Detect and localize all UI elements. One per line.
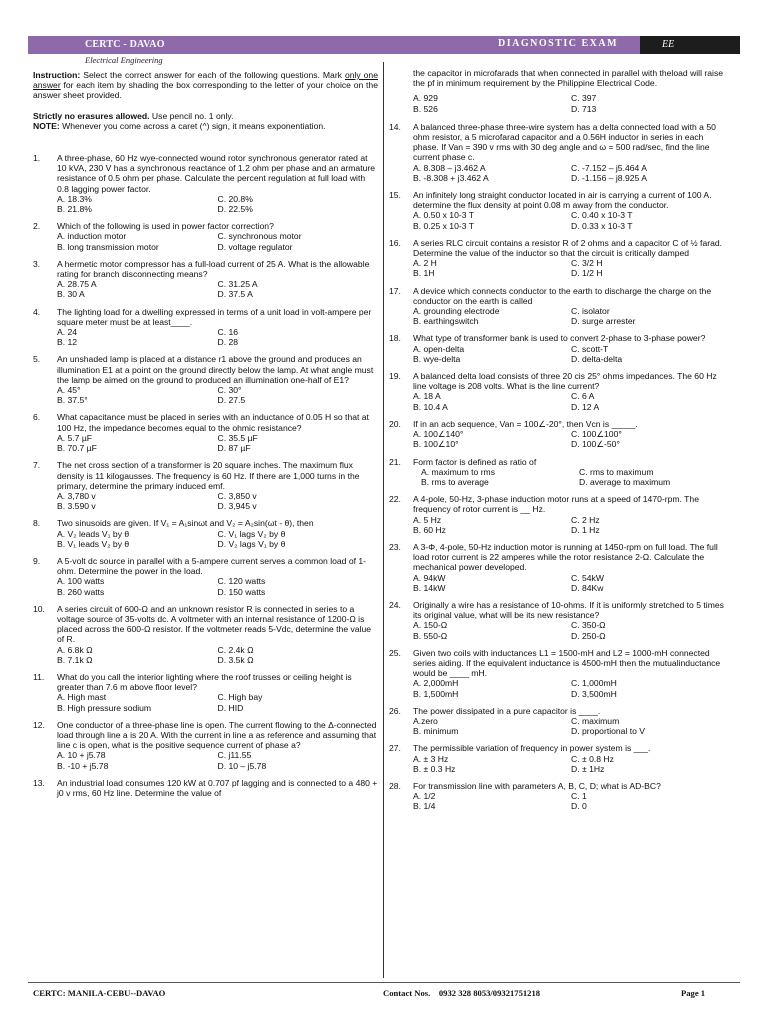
option: A. V₂ leads V₁ by θ [57,528,130,539]
option: D. voltage regulator [217,241,293,252]
option: B. 260 watts [57,586,105,597]
option: B. wye-delta [413,353,461,364]
option: B. earthingswitch [413,316,479,327]
option: C. 350-Ω [571,620,606,631]
option: A. 100∠140° [413,429,464,440]
option: A. 5.7 µF [57,432,93,443]
option: D. 12 A [571,401,600,412]
question-number: 15. [389,190,401,201]
erasure-text: Use pencil no. 1 only. [149,110,234,121]
question-number: 2. [33,221,41,232]
question-item [389,238,729,279]
option: C. 3,850 v [217,490,257,501]
question-item [33,259,378,300]
option: D. V₂ lags V₁ by θ [217,538,286,549]
question-stem: The permissible variation of frequency in power system is ___. [413,743,651,754]
option: A. maximum to rms [421,466,496,477]
option: D. 100∠-50° [571,439,620,450]
question-number: 1. [33,153,41,164]
option: D. 713 [571,103,597,114]
question-stem: An industrial load consumes 120 kW at 0.707 pf lagging and is connected to a 480 + j0 v rms, 60 Hz line. Determine the value of [57,777,378,798]
question-item [33,153,378,214]
option: A. 3,780 v [57,490,96,501]
option: B. High pressure sodium [57,702,152,713]
header-bar [28,36,740,54]
question-number: 8. [33,518,41,529]
question-stem: One conductor of a three-phase line is open. The current flowing to the Δ-connected load through line a is 20 A. With the current in line a as reference and assuming that line c is open, what is the positive sequence current of phase a? [57,719,377,751]
question-stem: The lighting load for a dwelling expressed in terms of a unit load in volt-ampere per square meter must be at least____. [57,306,372,327]
answer-options [413,258,729,278]
option: C. 6 A [571,391,595,402]
question-number: 24. [389,599,401,610]
option: B. 14kW [413,582,446,593]
option: A. 18.3% [57,193,92,204]
question-number: 28. [389,780,401,791]
option: A. 1/2 [413,791,436,802]
answer-options [57,645,378,665]
option: B. 1,500mH [413,688,459,699]
option: C. 16 [217,327,239,338]
option: C. 120 watts [217,576,266,587]
option: C. 0.40 x 10-3 T [571,210,633,221]
right-column [389,68,729,819]
question-number: 4. [33,306,41,317]
option: A. 100 watts [57,576,105,587]
option: C. 54kW [571,572,604,583]
instruction-underlined: only one answer [33,70,378,91]
option: D. 10 – j5.78 [217,760,267,771]
option: B. 30 A [57,289,85,300]
option: B. 1H [413,268,435,279]
question-number: 6. [33,412,41,423]
answer-options [57,433,378,453]
option: D. 27.5 [217,395,246,406]
option: B. 1/4 [413,801,436,812]
answer-options [413,620,729,640]
instructions [33,70,378,131]
question-stem: A series circuit of 600-Ω and an unknown resistor R is connected in series to a voltage source of 35-volts dc. A voltmeter with an internal resistance of 1200-Ω is placed across the 600-Ω resistor. If the voltmeter reads 5-Vdc, determine the value of R. [57,603,372,645]
option: B. 37.5° [57,395,88,406]
answer-options [57,576,378,596]
option: B. 100∠10° [413,439,459,450]
option: B. 7.1k Ω [57,654,93,665]
right-question-list [389,122,729,812]
option: C. j11.55 [217,750,252,761]
question-item [389,648,729,699]
option: C. maximum [571,715,620,726]
question-number: 7. [33,460,41,471]
question-number: 3. [33,258,41,269]
question-item [389,122,729,183]
question-number: 26. [389,705,401,716]
option: C. rms to maximum [579,466,654,477]
question-item [389,333,729,364]
question-stem: A balanced three-phase three-wire system has a delta connected load with a 50 ohm resistor, a 5 microfarad capacitor and a 0.56H inductor in series in each phase. If Van = 390 v rms with 30 deg angle and ω = 500 rad/sec, find the line current phase c. [413,121,716,163]
answer-options [57,750,378,770]
option: A. induction motor [57,231,127,242]
question-item [389,600,729,641]
question-number: 19. [389,371,401,382]
option: A. 28.75 A [57,279,97,290]
option: D. surge arrester [571,316,636,327]
option: C. isolator [571,306,610,317]
question-number: 5. [33,354,41,365]
option: C. 35.5 µF [217,432,258,443]
question-number: 17. [389,285,401,296]
answer-options [413,678,729,698]
header-exam-title: DIAGNOSTIC EXAM [498,38,619,49]
option: B. -10 + j5.78 [57,760,109,771]
option: C. -7.152 – j5.464 A [571,162,647,173]
answer-options [413,429,729,449]
answer-options [413,210,729,230]
option: A.zero [413,715,438,726]
option: B. 60 Hz [413,524,446,535]
option: C. scott-T [571,343,609,354]
instruction-text-b: for each item by shading the box corresponding to the letter of your choice on the answer sheet provided. [33,80,378,101]
option: B. 12 [57,337,78,348]
option: A. grounding electrode [413,306,500,317]
question-item [33,354,378,405]
option: D. 87 µF [217,443,251,454]
question-item [389,419,729,450]
header-org: CERTC - DAVAO [85,39,165,50]
option: D. 1 Hz [571,524,600,535]
option: A. open-delta [413,343,465,354]
option: A. 5 Hz [413,514,442,525]
question-stem: A series RLC circuit contains a resistor R of 2 ohms and a capacitor C of ½ farad. Determine the value of the inductor so that the circuit is critically damped [413,237,723,259]
question-number: 23. [389,541,401,552]
instruction-label: Instruction: [33,70,81,80]
q13-continued-stem: the capacitor in microfarads that when connected in parallel with theload will raise the pf in minimum requirement by the Philippine Electrical Code. [413,68,724,89]
option: C. 3/2 H [571,258,603,269]
question-number: 16. [389,237,401,248]
option: C. 1,000mH [571,678,617,689]
question-number: 14. [389,121,401,132]
footer-contact-numbers: 0932 328 8053/09321751218 [438,988,541,998]
question-item [33,412,378,453]
instruction-paragraph [33,70,378,101]
answer-options [57,529,378,549]
question-stem: A 4-pole, 50-Hz, 3-phase induction motor runs at a speed of 1470-rpm. The frequency of rotor current is __ Hz. [413,494,699,515]
question-number: 9. [33,555,41,566]
answer-options [413,391,729,411]
answer-options [57,491,378,511]
option: D. 84Kw [571,582,604,593]
option: A. ± 3 Hz [413,753,449,764]
caret-note [33,121,378,131]
option: D. 0.33 x 10-3 T [571,220,633,231]
question-stem: What do you call the interior lighting where the roof trusses or ceiling height is greater than 7.6 m above floor level? [57,671,352,693]
question-item [389,781,729,812]
option: B. 70.7 µF [57,443,97,454]
left-column [33,70,378,805]
question-item [389,457,729,488]
q13-options [413,93,729,113]
option: D. proportional to V [571,726,646,737]
footer-page: Page 1 [681,988,706,998]
header-course-box [640,36,740,54]
question-item [389,371,729,412]
answer-options [413,306,729,326]
option: A. 2,000mH [413,678,459,689]
note-text: Whenever you come across a caret (^) sign, it means exponentiation. [59,120,326,131]
instruction-text-a: Select the correct answer for each of the following questions. Mark [80,70,345,80]
option: B. long transmission motor [57,241,159,252]
option: A. 150-Ω [413,620,448,631]
left-question-list [33,153,378,798]
option: B. rms to average [421,476,489,487]
option: C. 100∠100° [571,429,622,440]
option: A. 0.50 x 10-3 T [413,210,474,221]
option: C. 1 [571,791,587,802]
option: D. 22.5% [217,204,253,215]
answer-options [57,231,378,251]
answer-options [413,573,729,593]
option: A. 45° [57,385,81,396]
option: B. 550-Ω [413,630,448,641]
option: C. 31.25 A [217,279,258,290]
question-stem: Given two coils with inductances L1 = 1500-mH and L2 = 1000-mH connected series aiding. If the equivalent inductance is 4500-mH then the mutualinductance would be ____ mH. [413,647,721,679]
question-number: 27. [389,743,401,754]
option: D. 150 watts [217,586,266,597]
question-item [33,720,378,771]
option: B. 526 [413,103,438,114]
question-stem: An unshaded lamp is placed at a distance r1 above the ground and produces an illumination E1 at a point on the ground directly below the lamp. At what angle must the lamp be aimed on the ground to produced an illumination one-half of E1? [57,354,374,385]
question-item [33,604,378,665]
question-stem: A balanced delta load consists of three 20 cis 25° ohms impedances. The 60 Hz line voltage is 208 volts. What is the line current? [413,371,717,392]
question-stem: What capacitance must be placed in series with an inductance of 0.05 H so that at 100 Hz, the impedance becomes equal to the ohmic resistance? [57,412,369,433]
option: D. HID [217,702,244,713]
question-item [389,190,729,231]
question-item [389,494,729,535]
option: D. delta-delta [571,353,623,364]
question-item [33,778,378,798]
option: B. minimum [413,726,459,737]
option: D. -1.156 – j8.925 A [571,172,647,183]
question-stem: If in an acb sequence, Van = 100∠-20°, then Vcn is _____. [413,418,638,429]
question-stem: For transmission line with parameters A, B, C, D; what is AD-BC? [413,780,661,791]
option: A. 6.8k Ω [57,644,93,655]
option: A. 2 H [413,258,437,269]
question-number: 22. [389,494,401,505]
question-item [389,743,729,774]
question-number: 18. [389,333,401,344]
question-number: 12. [33,719,45,730]
answer-options [57,279,378,299]
question-stem: The power dissipated in a pure capacitor is ____. [413,705,601,716]
question-item [33,556,378,597]
option: D. 28 [217,337,239,348]
question-stem: Form factor is defined as ratio of [413,456,537,467]
question-stem: Originally a wire has a resistance of 10-ohms. If it is uniformly stretched to 5 times its original value, what will be its new resistance? [413,599,724,621]
option: C. 2.4k Ω [217,644,254,655]
question-stem: Which of the following is used in power factor correction? [57,221,274,232]
option: C. 397 [571,93,597,104]
answer-options [413,791,729,811]
answer-options [413,467,729,487]
question-stem: A 3-Φ, 4-pole, 50-Hz induction motor is running at 1450-rpm on full load. The full load rotor current is 22 amperes while the rotor resistance 2-Ω. Calculate the mechanical power developed. [413,541,718,573]
option: B. 10.4 A [413,401,448,412]
question-stem: The net cross section of a transformer is 20 square inches. The maximum flux density is 11 kilogausses. The frequency is 60 Hz. If there are 1,000 turns in the primary, determine the primary induced emf. [57,460,360,491]
question-item [33,518,378,549]
question-stem: What type of transformer bank is used to convert 2-phase to 3-phase power? [413,333,706,344]
option: D. 3,500mH [571,688,617,699]
question-stem: A 5-volt dc source in parallel with a 5-ampere current serves a common load of 1-ohm. Determine the power in the load. [57,555,367,577]
option: D. 250-Ω [571,630,606,641]
option: B. 21.8% [57,204,92,215]
option: D. 1/2 H [571,268,603,279]
option: B. -8.308 + j3.462 A [413,172,489,183]
question-number: 13. [33,777,45,788]
footer-org: CERTC: MANILA-CEBU--DAVAO [33,988,166,998]
question-item [33,672,378,713]
option: C. 20.8% [217,193,253,204]
answer-options [413,754,729,774]
footer-contact [383,988,540,998]
question-stem: A device which connects conductor to the earth to discharge the charge on the conductor on the earth is called [413,285,712,306]
answer-options [57,692,378,712]
option: B. 0.25 x 10-3 T [413,220,474,231]
answer-options [413,515,729,535]
option: C. High bay [217,692,263,703]
question-number: 10. [33,603,45,614]
department-label: Electrical Engineering [85,55,163,65]
footer-rule [28,982,740,983]
option: A. 10 + j5.78 [57,750,106,761]
question-item [389,286,729,327]
answer-options [413,163,729,183]
question-item [389,542,729,593]
answer-options [413,716,729,736]
option: B. ± 0.3 Hz [413,763,456,774]
option: A. 8.308 – j3.462 A [413,162,486,173]
answer-options [57,327,378,347]
option: D. 3,945 v [217,501,257,512]
question-stem: A hermetic motor compressor has a full-load current of 25 A. What is the allowable rating for branch disconnecting means? [57,258,370,280]
question-stem: Two sinusoids are given. If V₁ = A₁sinωt and V₂ = A₂sin(ωt - θ), then [57,518,314,529]
option: C. 30° [217,385,242,396]
option: D. 3.5k Ω [217,654,254,665]
option: A. 18 A [413,391,441,402]
footer-contact-label: Contact Nos. [383,988,431,998]
question-number: 21. [389,456,401,467]
option: D. 0 [571,801,587,812]
question-number: 11. [33,671,45,682]
option: C. ± 0.8 Hz [571,753,614,764]
erasure-label: Strictly no erasures allowed. [33,110,150,121]
option: D. 37.5 A [217,289,253,300]
option: B. 3.590 v [57,501,96,512]
option: B. V₁ leads V₂ by θ [57,538,130,549]
question-item [33,460,378,511]
question-stem: A three-phase, 60 Hz wye-connected wound rotor synchronous generator rated at 10 kVA, 230 V has a synchronous reactance of 1.2 ohm per phase and an armature resistance of 0.5 ohm per phase. Calculate the percent regulation at full load with 0.8 lagging power factor. [57,153,376,194]
option: C. synchronous motor [217,231,302,242]
note-label: NOTE: [33,120,60,131]
option: A. 929 [413,93,438,104]
column-divider [383,62,384,978]
option: C. V₁ lags V₂ by θ [217,528,286,539]
erasure-note [33,111,378,121]
header-course: EE [662,39,675,50]
answer-options [57,385,378,405]
question-number: 20. [389,418,401,429]
option: D. average to maximum [579,476,671,487]
answer-options [413,344,729,364]
option: A. High mast [57,692,107,703]
question-stem: An infinitely long straight conductor located in air is carrying a current of 100 A. determine the flux density at point 0.08 m away from the conductor. [413,190,712,211]
option: A. 94kW [413,572,446,583]
question-item [33,307,378,348]
option: A. 24 [57,327,78,338]
option: C. 2 Hz [571,514,600,525]
answer-options [57,194,378,214]
question-number: 25. [389,647,401,658]
question-item [389,706,729,737]
question-item [33,221,378,252]
option: D. ± 1Hz [571,763,605,774]
